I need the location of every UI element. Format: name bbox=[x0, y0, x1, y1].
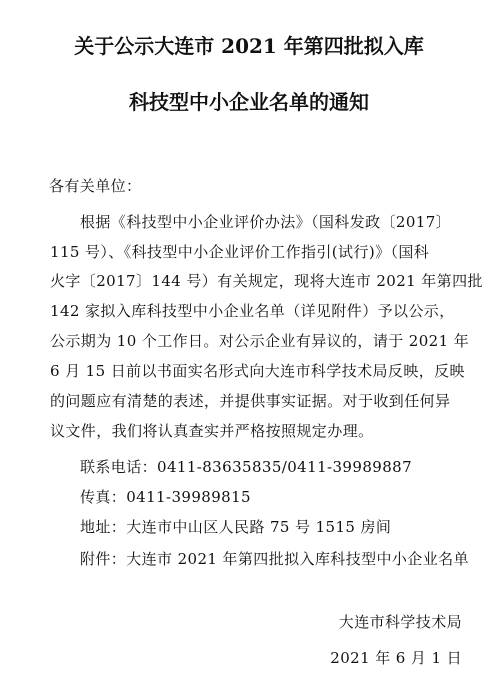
contact-address: 地址：大连市中山区人民路 75 号 1515 房间 bbox=[80, 518, 392, 536]
document-title-line-1: 关于公示大连市 2021 年第四批拟入库 bbox=[74, 34, 424, 58]
contact-fax: 传真：0411-39989815 bbox=[80, 488, 251, 506]
body-paragraph-line: 火字〔2017〕144 号）有关规定，现将大连市 2021 年第四批 bbox=[50, 272, 483, 290]
document-title-line-2: 科技型中小企业名单的通知 bbox=[129, 90, 369, 114]
signature-organization: 大连市科学技术局 bbox=[338, 613, 462, 631]
salutation: 各有关单位： bbox=[49, 177, 142, 195]
body-paragraph-line: 142 家拟入库科技型中小企业名单（详见附件）予以公示， bbox=[50, 302, 455, 320]
body-paragraph-line: 的问题应有清楚的表述，并提供事实证据。对于收到任何异 bbox=[50, 392, 451, 410]
attachment-note: 附件：大连市 2021 年第四批拟入库科技型中小企业名单 bbox=[80, 550, 469, 568]
signature-date: 2021 年 6 月 1 日 bbox=[330, 649, 462, 667]
body-paragraph-line: 6 月 15 日前以书面实名形式向大连市科学技术局反映，反映 bbox=[50, 362, 465, 380]
contact-phone: 联系电话：0411-83635835/0411-39989887 bbox=[80, 458, 413, 476]
body-paragraph-line: 公示期为 10 个工作日。对公示企业有异议的，请于 2021 年 bbox=[50, 332, 470, 350]
body-paragraph-line: 115 号）、《科技型中小企业评价工作指引(试行)》（国科 bbox=[50, 243, 430, 261]
body-paragraph-line: 根据《科技型中小企业评价办法》（国科发政〔2017〕 bbox=[80, 213, 452, 231]
body-paragraph-line: 议文件，我们将认真查实并严格按照规定办理。 bbox=[50, 422, 374, 440]
